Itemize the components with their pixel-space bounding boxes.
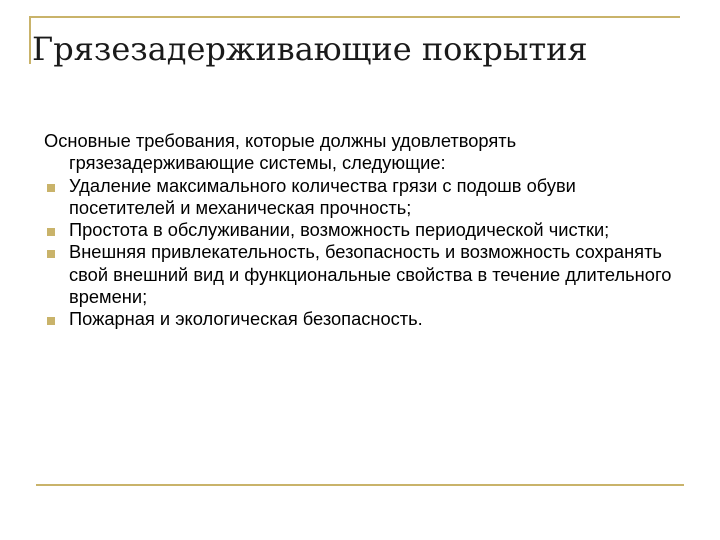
bullet-text: Внешняя привлекательность, безопасность и возможность сохранять свой внешний вид и функциональные свойства в течение длительного времени; (69, 241, 672, 308)
square-bullet-icon (47, 228, 55, 236)
square-bullet-icon (47, 317, 55, 325)
bullet-text: Пожарная и экологическая безопасность. (69, 308, 423, 330)
square-bullet-icon (47, 250, 55, 258)
bullet-text: Удаление максимального количества грязи с подошв обуви посетителей и механическая прочность; (69, 174, 576, 218)
bullet-item (44, 308, 684, 330)
frame-bottom-line (36, 484, 684, 486)
square-bullet-icon (47, 184, 55, 192)
frame-top-line (30, 16, 680, 18)
bullet-item (44, 219, 684, 241)
slide-title: Грязезадерживающие покрытия (32, 30, 588, 68)
bullet-item (44, 241, 684, 308)
bullet-item (44, 175, 684, 220)
intro-text: Основные требования, которые должны удовлетворять грязезадерживающие системы, следующие: (44, 130, 517, 174)
frame-left-line (29, 16, 31, 64)
bullet-text: Простота в обслуживании, возможность периодической чистки; (69, 219, 610, 241)
slide-body (44, 130, 684, 331)
bullet-list (44, 175, 684, 331)
